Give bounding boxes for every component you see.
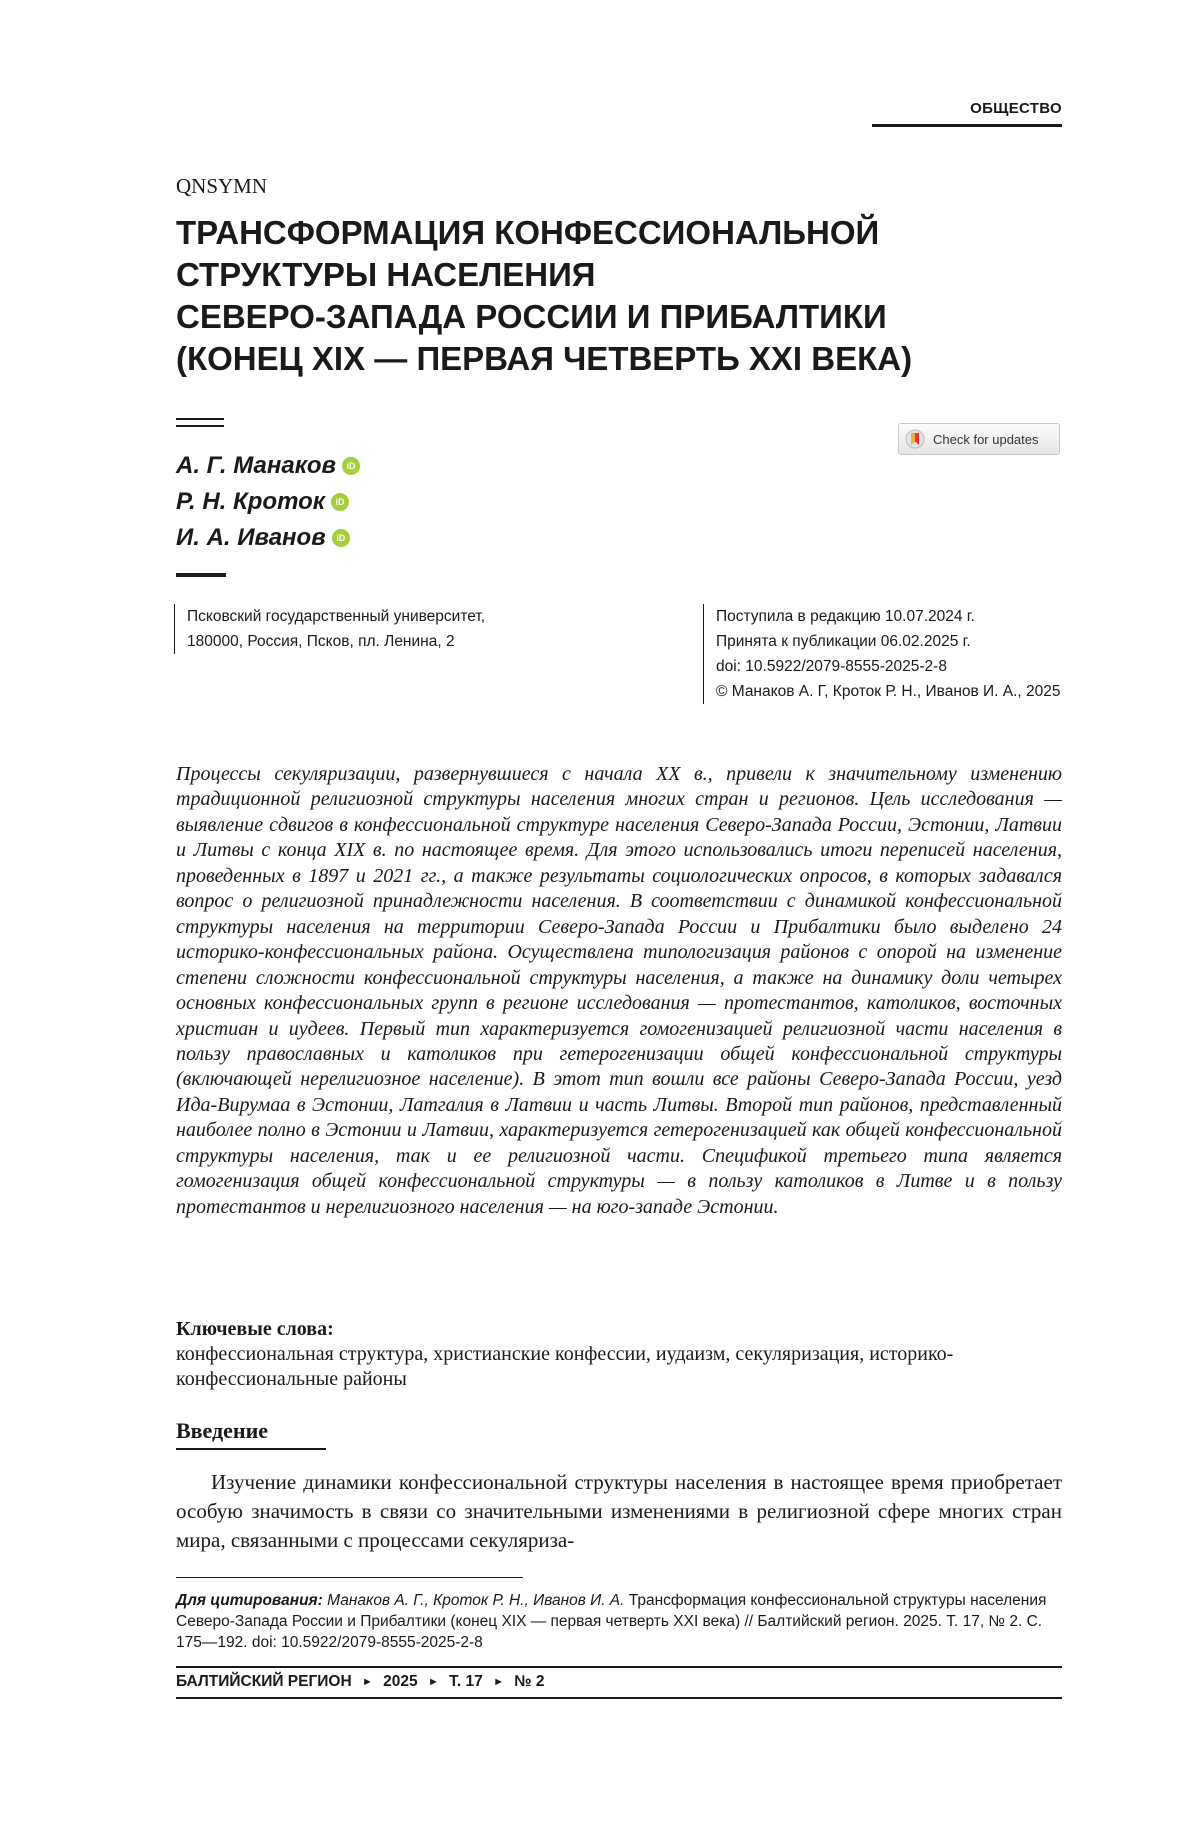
- section-label: ОБЩЕСТВО: [872, 100, 1062, 117]
- affiliation: [174, 604, 607, 654]
- orcid-icon[interactable]: iD: [342, 457, 360, 475]
- crossmark-icon: [905, 429, 925, 449]
- citation: [176, 1590, 1062, 1653]
- title-line: ТРАНСФОРМАЦИЯ КОНФЕССИОНАЛЬНОЙ: [176, 212, 1076, 254]
- check-for-updates-label: Check for updates: [933, 432, 1039, 447]
- article-code: QNSYMN: [176, 174, 267, 199]
- double-divider: [176, 418, 224, 427]
- section-rule: [872, 124, 1062, 127]
- doi[interactable]: doi: 10.5922/2079-8555-2025-2-8: [716, 654, 1081, 679]
- affiliation-line: Псковский государственный университет,: [187, 604, 607, 629]
- orcid-icon[interactable]: iD: [332, 529, 350, 547]
- citation-label: Для цитирования:: [176, 1592, 323, 1609]
- publication-dates: [703, 604, 1081, 704]
- thick-divider: [176, 573, 226, 577]
- article-title: [176, 212, 1076, 380]
- journal-year: 2025: [383, 1673, 417, 1690]
- abstract: Процессы секуляризации, развернувшиеся с начала XX в., привели к значительному изменению традиционной религиозной структуры населения многих стран и регионов. Цель исследования — выявление сдвигов в конфессиональной структуре населения Северо-Запада России, Эстонии, Латвии и Литвы с конца XIX в. по настоящее время. Для этого использовались итоги переписей населения, проведенных в 1897 и 2021 гг., а также результаты социологических опросов, в которых задавался вопрос о религиозной принадлежности населения. В соответствии с динамикой конфессиональной структуры населения на территории Северо-Запада России и Прибалтики было выделено 24 историко-конфессиональных района. Осуществлена типологизация районов с опорой на изменение степени сложности конфессиональной структуры населения, а также на динамику доли четырех основных конфессиональных групп в регионе исследования — протестантов, католиков, восточных христиан и иудеев. Первый тип характеризуется гомогенизацией религиозной части населения в пользу православных и католиков при гетерогенизации общей конфессиональной структуры (включающей нерелигиозное население). В этот тип вошли все районы Северо-Запада России, уезд Ида-Вирумаа в Эстонии, Латгалия в Латвии и часть Литвы. Второй тип районов, представленный наиболее полно в Эстонии и Латвии, характеризуется гетерогенизацией как общей конфессиональной структуры населения, так и ее религиозной части. Спецификой третьего типа является гомогенизация общей конфессиональной структуры — в пользу католиков в Литве и в пользу протестантов и нерелигиозного населения — на юго-западе Эстонии.: [176, 762, 1062, 1220]
- citation-rule: [176, 1577, 523, 1578]
- citation-text: Трансформация конфессиональной структуры населения Северо-Запада России и Прибалтики (конец XIX — первая четверть XXI века) // Балтийский регион. 2025. Т. 17, № 2. С. 175—192. doi: 10.5922/2079-8555-2025-2-8: [176, 1592, 1046, 1651]
- separator-icon: ►: [428, 1676, 439, 1688]
- author: [176, 448, 360, 484]
- intro-heading: Введение: [176, 1418, 268, 1444]
- title-line: (КОНЕЦ XIX — ПЕРВАЯ ЧЕТВЕРТЬ XXI ВЕКА): [176, 338, 1076, 380]
- journal-issue: № 2: [514, 1673, 544, 1690]
- separator-icon: ►: [362, 1676, 373, 1688]
- separator-icon: ►: [493, 1676, 504, 1688]
- journal-name: БАЛТИЙСКИЙ РЕГИОН: [176, 1673, 352, 1690]
- author-name: И. А. Иванов: [176, 520, 326, 556]
- journal-volume: Т. 17: [449, 1673, 483, 1690]
- received-date: Поступила в редакцию 10.07.2024 г.: [716, 604, 1081, 629]
- footer-rule-bottom: [176, 1697, 1062, 1699]
- keywords-label: Ключевые слова:: [176, 1318, 334, 1341]
- journal-footer: [176, 1673, 544, 1691]
- copyright: © Манаков А. Г, Кроток Р. Н., Иванов И. А., 2025: [716, 679, 1081, 704]
- citation-authors: Манаков А. Г., Кроток Р. Н., Иванов И. А.: [327, 1592, 624, 1609]
- author-name: А. Г. Манаков: [176, 448, 336, 484]
- affiliation-line: 180000, Россия, Псков, пл. Ленина, 2: [187, 629, 607, 654]
- author: [176, 520, 360, 556]
- footer-rule-top: [176, 1666, 1062, 1668]
- author-name: Р. Н. Кроток: [176, 484, 325, 520]
- accepted-date: Принята к публикации 06.02.2025 г.: [716, 629, 1081, 654]
- authors-list: [176, 448, 360, 556]
- title-line: СТРУКТУРЫ НАСЕЛЕНИЯ: [176, 254, 1076, 296]
- title-line: СЕВЕРО-ЗАПАДА РОССИИ И ПРИБАЛТИКИ: [176, 296, 1076, 338]
- intro-heading-rule: [176, 1448, 326, 1450]
- author: [176, 484, 360, 520]
- intro-text: Изучение динамики конфессиональной структуры населения в настоящее время приобретает особую значимость в связи со значительными изменениями в религиозной сфере многих стран мира, связанными с процессами секуляриза-: [176, 1468, 1062, 1555]
- orcid-icon[interactable]: iD: [331, 493, 349, 511]
- check-for-updates-button[interactable]: [898, 423, 1060, 455]
- keywords: конфессиональная структура, христианские конфессии, иудаизм, секуляризация, историко-конфессиональные районы: [176, 1342, 1062, 1392]
